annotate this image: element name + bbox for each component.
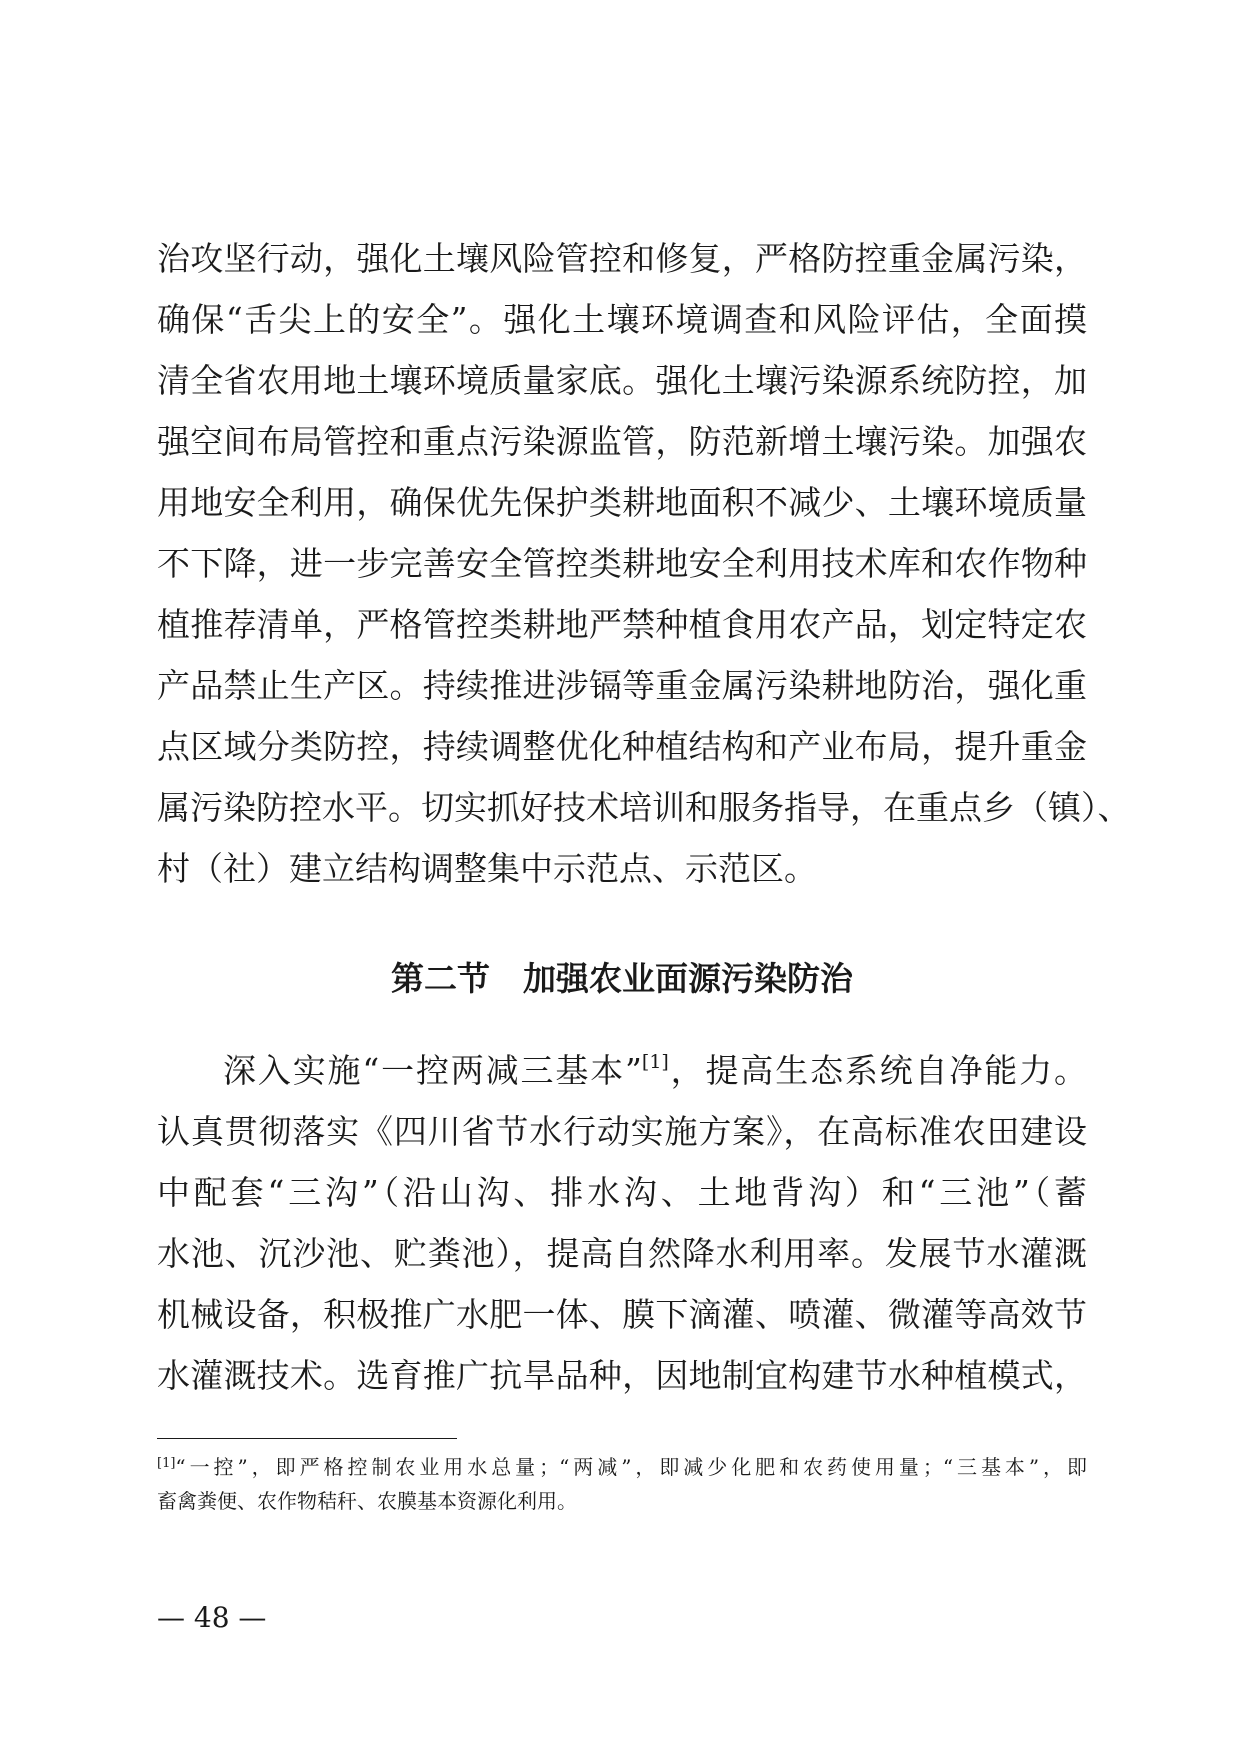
paragraph-line: 不下降，进一步完善安全管控类耕地安全利用技术库和农作物种 (157, 544, 1087, 583)
paragraph-line: 清全省农用地土壤环境质量家底。强化土壤污染源系统防控，加 (157, 361, 1087, 400)
paragraph-line: 点区域分类防控，持续调整优化种植结构和产业布局，提升重金 (157, 727, 1087, 766)
page-number: — 48 — (157, 1601, 267, 1634)
paragraph-line: 产品禁止生产区。持续推进涉镉等重金属污染耕地防治，强化重 (157, 666, 1087, 705)
footnote-marker: [1] (157, 1456, 176, 1471)
paragraph-soil-pollution (157, 228, 1131, 899)
paragraph-line: 水灌溉技术。选育推广抗旱品种，因地制宜构建节水种植模式， (157, 1356, 1087, 1395)
paragraph-line: 植推荐清单，严格管控类耕地严禁种植食用农产品，划定特定农 (157, 605, 1087, 644)
paragraph-line: 用地安全利用，确保优先保护类耕地面积不减少、土壤环境质量 (157, 483, 1087, 522)
footnote-divider (157, 1438, 457, 1439)
paragraph-first-line (157, 1040, 1087, 1101)
paragraph-line: 确保“舌尖上的安全”。强化土壤环境调查和风险评估，全面摸 (157, 300, 1087, 339)
paragraph-line: 治攻坚行动，强化土壤风险管控和修复，严格防控重金属污染， (157, 239, 1087, 278)
footnote-line: 畜禽粪便、农作物秸秆、农膜基本资源化利用。 (157, 1489, 577, 1513)
paragraph-line: 属污染防控水平。切实抓好技术培训和服务指导，在重点乡（镇）、 (157, 788, 1131, 827)
footnote-text: “一控”，即严格控制农业用水总量；“两减”，即减少化肥和农药使用量；“三基本”，即 (175, 1455, 1087, 1479)
paragraph-line: 认真贯彻落实《四川省节水行动实施方案》，在高标准农田建设 (157, 1112, 1087, 1151)
section-heading: 第二节 加强农业面源污染防治 (391, 959, 853, 998)
paragraph-text: 深入实施“一控两减三基本” (223, 1051, 642, 1090)
footnote (157, 1450, 1087, 1518)
paragraph-text: ，提高生态系统自净能力。 (668, 1051, 1087, 1090)
footnote-line (157, 1450, 1087, 1484)
paragraph-line: 中配套“三沟”（沿山沟、排水沟、土地背沟）和“三池”（蓄 (157, 1173, 1087, 1212)
paragraph-line: 水池、沉沙池、贮粪池），提高自然降水利用率。发展节水灌溉 (157, 1234, 1087, 1273)
footnote-reference[interactable]: [1] (641, 1051, 669, 1073)
paragraph-nonpoint-pollution (157, 1040, 1087, 1406)
paragraph-line: 村（社）建立结构调整集中示范点、示范区。 (157, 849, 817, 888)
paragraph-line: 机械设备，积极推广水肥一体、膜下滴灌、喷灌、微灌等高效节 (157, 1295, 1087, 1334)
paragraph-line: 强空间布局管控和重点污染源监管，防范新增土壤污染。加强农 (157, 422, 1087, 461)
